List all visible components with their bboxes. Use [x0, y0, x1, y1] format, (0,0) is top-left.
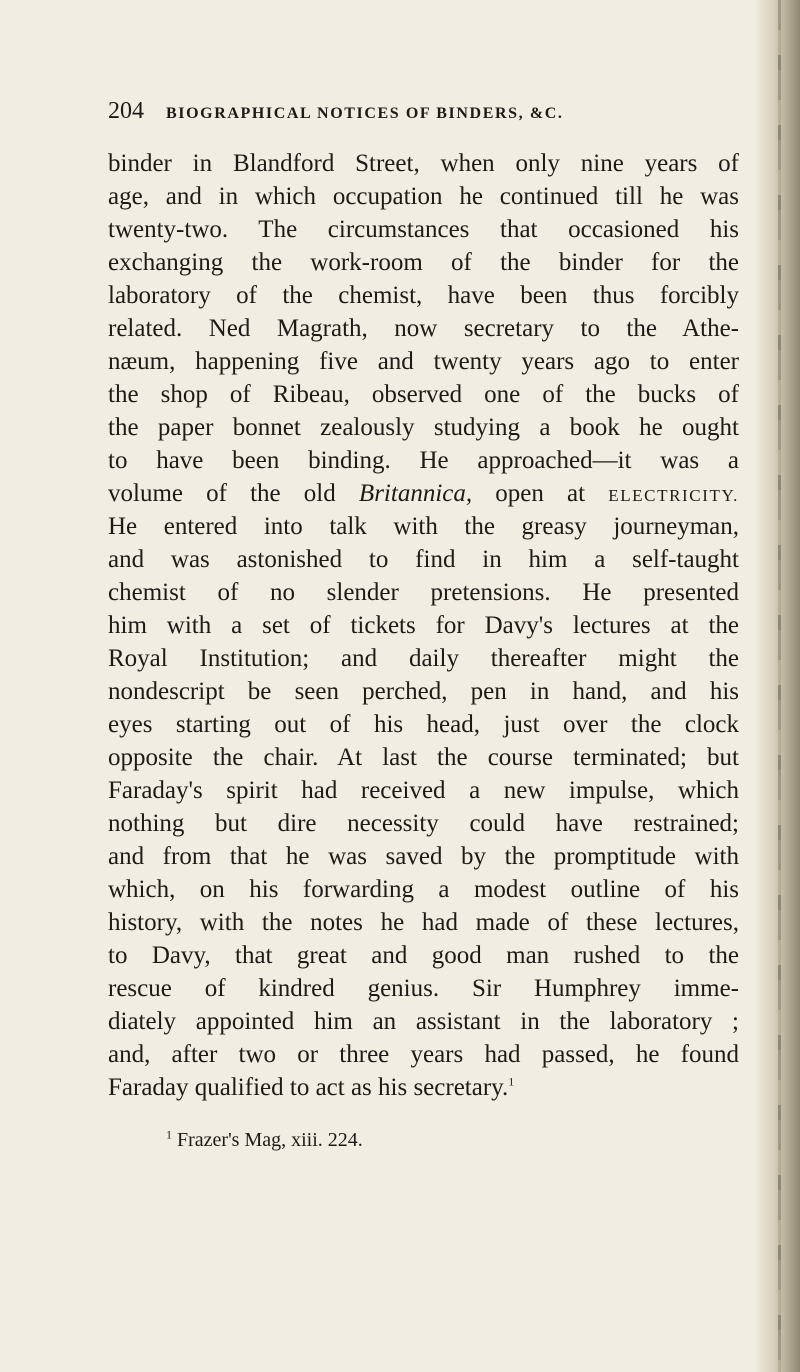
text-fragment: open at [495, 480, 586, 507]
text-line: nothing but dire necessity could have restrained; [108, 810, 739, 837]
text-line: and from that he was saved by the promptitude with [108, 843, 739, 870]
text-line [108, 477, 739, 510]
text-line: to have been binding. He approached—it was a [108, 447, 739, 474]
text-line: Faraday's spirit had received a new impulse, which [108, 777, 739, 804]
text-line: exchanging the work-room of the binder for the [108, 249, 739, 276]
footnote-reference: 1 [508, 1074, 515, 1089]
text-line: opposite the chair. At last the course terminated; but [108, 744, 739, 771]
text-line: which, on his forwarding a modest outline of his [108, 876, 739, 903]
text-line: and was astonished to find in him a self-taught [108, 546, 739, 573]
footnote-marker: 1 [166, 1127, 172, 1142]
text-line: to Davy, that great and good man rushed to the [108, 942, 739, 969]
page-header [108, 98, 748, 128]
text-fragment: Faraday qualified to act as his secretary. [108, 1074, 509, 1101]
body-paragraph [108, 147, 739, 1104]
text-line: nondescript be seen perched, pen in hand, and his [108, 678, 739, 705]
smallcaps-term: ELECTRICITY. [608, 486, 740, 505]
text-line: and, after two or three years had passed, he found [108, 1041, 739, 1068]
text-line: laboratory of the chemist, have been thus forcibly [108, 282, 739, 309]
footnote-text: Frazer's Mag, xiii. 224. [177, 1129, 363, 1151]
text-line: næum, happening five and twenty years ago to enter [108, 348, 739, 375]
text-line: binder in Blandford Street, when only nine years of [108, 150, 739, 177]
text-line-last [108, 1071, 739, 1104]
text-line: age, and in which occupation he continued till he was [108, 183, 739, 210]
text-line: twenty-two. The circumstances that occasioned his [108, 216, 739, 243]
italic-title: Britannica, [358, 480, 473, 507]
text-line: diately appointed him an assistant in the laboratory ; [108, 1008, 739, 1035]
text-line: related. Ned Magrath, now secretary to the Athe- [108, 315, 739, 342]
text-fragment: volume of the old [108, 480, 336, 507]
text-line: He entered into talk with the greasy journeyman, [108, 513, 739, 540]
text-line: him with a set of tickets for Davy's lectures at the [108, 612, 739, 639]
text-line: the paper bonnet zealously studying a book he ought [108, 414, 739, 441]
text-line: rescue of kindred genius. Sir Humphrey imme- [108, 975, 739, 1002]
running-head: BIOGRAPHICAL NOTICES OF BINDERS, &C. [166, 105, 564, 122]
text-line: eyes starting out of his head, just over the clock [108, 711, 739, 738]
page-edge-shadow [756, 0, 800, 1372]
text-line: history, with the notes he had made of these lectures, [108, 909, 739, 936]
page-number: 204 [108, 98, 144, 124]
text-line: chemist of no slender pretensions. He presented [108, 579, 739, 606]
text-line: the shop of Ribeau, observed one of the bucks of [108, 381, 739, 408]
text-line: Royal Institution; and daily thereafter might the [108, 645, 739, 672]
footnote [166, 1129, 363, 1152]
